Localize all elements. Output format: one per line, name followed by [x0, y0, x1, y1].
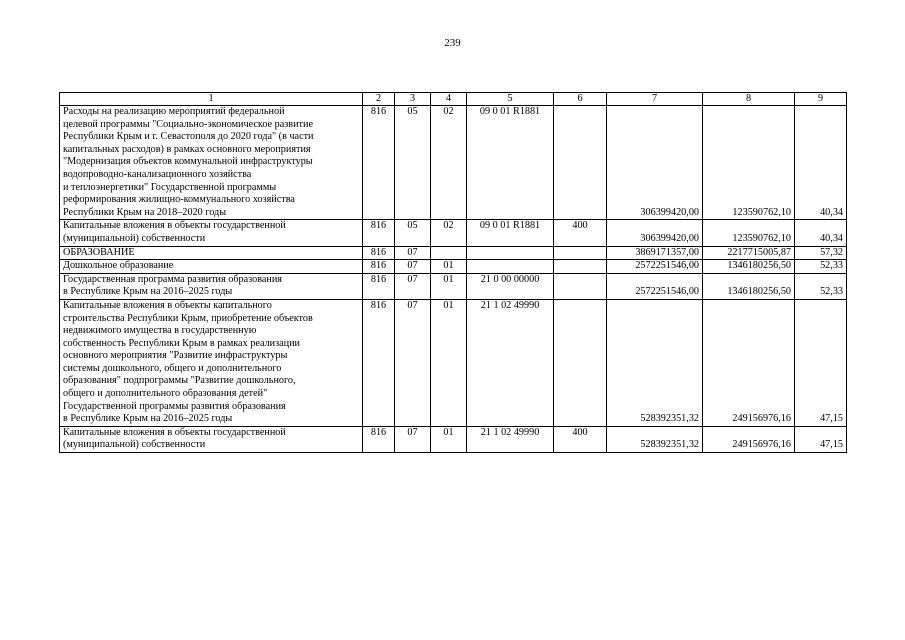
subsection-code: 02	[431, 220, 467, 246]
execution-percent: 40,34	[795, 106, 847, 220]
target-article-code: 21 1 02 49990	[467, 426, 554, 452]
subsection-code: 01	[431, 299, 467, 426]
column-number: 7	[607, 93, 703, 106]
column-number: 8	[703, 93, 795, 106]
target-article-code: 09 0 01 R1881	[467, 106, 554, 220]
approved-amount: 528392351,32	[607, 299, 703, 426]
ministry-code: 816	[363, 299, 395, 426]
target-article-code	[467, 246, 554, 260]
execution-percent: 40,34	[795, 220, 847, 246]
section-code: 05	[395, 220, 431, 246]
table-row	[60, 273, 847, 299]
executed-amount: 249156976,16	[703, 299, 795, 426]
expense-name: ОБРАЗОВАНИЕ	[60, 246, 363, 260]
section-code: 07	[395, 273, 431, 299]
section-code: 07	[395, 260, 431, 274]
budget-table	[59, 92, 847, 453]
expense-type-code	[554, 246, 607, 260]
column-number: 5	[467, 93, 554, 106]
column-number: 4	[431, 93, 467, 106]
target-article-code: 21 1 02 49990	[467, 299, 554, 426]
target-article-code	[467, 260, 554, 274]
table-row	[60, 260, 847, 274]
expense-type-code: 400	[554, 220, 607, 246]
expense-type-code	[554, 273, 607, 299]
table-row	[60, 106, 847, 220]
subsection-code	[431, 246, 467, 260]
execution-percent: 47,15	[795, 426, 847, 452]
expense-type-code	[554, 299, 607, 426]
expense-name: Капитальные вложения в объекты капитального строительства Республики Крым, приобретение объектов недвижимого имущества в государственную собственность Республики Крым в рамках реализации основного мероприятия "Развитие инфраструктуры системы дошкольного, общего и дополнительного образования" подпрограммы "Развитие дошкольного, общего и дополнительного образования детей" Государственной программы развития образования в Республике Крым на 2016–2025 годы	[60, 299, 363, 426]
section-code: 05	[395, 106, 431, 220]
page-number: 239	[444, 37, 461, 49]
expense-name: Расходы на реализацию мероприятий федеральной целевой программы "Социально-экономическое развитие Республики Крым и г. Севастополя до 2020 года" (в части капитальных расходов) в рамках основного мероприятия "Модернизация объектов коммунальной инфраструктуры водопроводно-канализационного хозяйства и теплоэнергетики" Государственной программы реформирования жилищно-коммунального хозяйства Республики Крым на 2018–2020 годы	[60, 106, 363, 220]
expense-name: Капитальные вложения в объекты государственной (муниципальной) собственности	[60, 426, 363, 452]
table-row	[60, 426, 847, 452]
column-number: 1	[60, 93, 363, 106]
execution-percent: 47,15	[795, 299, 847, 426]
subsection-code: 01	[431, 260, 467, 274]
column-number: 9	[795, 93, 847, 106]
approved-amount: 2572251546,00	[607, 273, 703, 299]
executed-amount: 123590762,10	[703, 220, 795, 246]
execution-percent: 52,33	[795, 260, 847, 274]
table-row	[60, 299, 847, 426]
section-code: 07	[395, 246, 431, 260]
ministry-code: 816	[363, 260, 395, 274]
table-row	[60, 246, 847, 260]
execution-percent: 57,32	[795, 246, 847, 260]
expense-name: Капитальные вложения в объекты государственной (муниципальной) собственности	[60, 220, 363, 246]
expense-name: Дошкольное образование	[60, 260, 363, 274]
executed-amount: 1346180256,50	[703, 273, 795, 299]
expense-type-code: 400	[554, 426, 607, 452]
approved-amount: 2572251546,00	[607, 260, 703, 274]
ministry-code: 816	[363, 426, 395, 452]
subsection-code: 01	[431, 273, 467, 299]
column-number: 2	[363, 93, 395, 106]
section-code: 07	[395, 299, 431, 426]
table-row	[60, 220, 847, 246]
ministry-code: 816	[363, 220, 395, 246]
target-article-code: 21 0 00 00000	[467, 273, 554, 299]
column-number: 6	[554, 93, 607, 106]
column-number-row	[60, 93, 847, 106]
execution-percent: 52,33	[795, 273, 847, 299]
executed-amount: 2217715005,87	[703, 246, 795, 260]
approved-amount: 3869171357,00	[607, 246, 703, 260]
approved-amount: 306399420,00	[607, 220, 703, 246]
target-article-code: 09 0 01 R1881	[467, 220, 554, 246]
executed-amount: 249156976,16	[703, 426, 795, 452]
expense-type-code	[554, 106, 607, 220]
section-code: 07	[395, 426, 431, 452]
executed-amount: 1346180256,50	[703, 260, 795, 274]
subsection-code: 01	[431, 426, 467, 452]
column-number: 3	[395, 93, 431, 106]
expense-type-code	[554, 260, 607, 274]
ministry-code: 816	[363, 273, 395, 299]
subsection-code: 02	[431, 106, 467, 220]
ministry-code: 816	[363, 106, 395, 220]
approved-amount: 306399420,00	[607, 106, 703, 220]
expense-name: Государственная программа развития образования в Республике Крым на 2016–2025 годы	[60, 273, 363, 299]
ministry-code: 816	[363, 246, 395, 260]
approved-amount: 528392351,32	[607, 426, 703, 452]
executed-amount: 123590762,10	[703, 106, 795, 220]
